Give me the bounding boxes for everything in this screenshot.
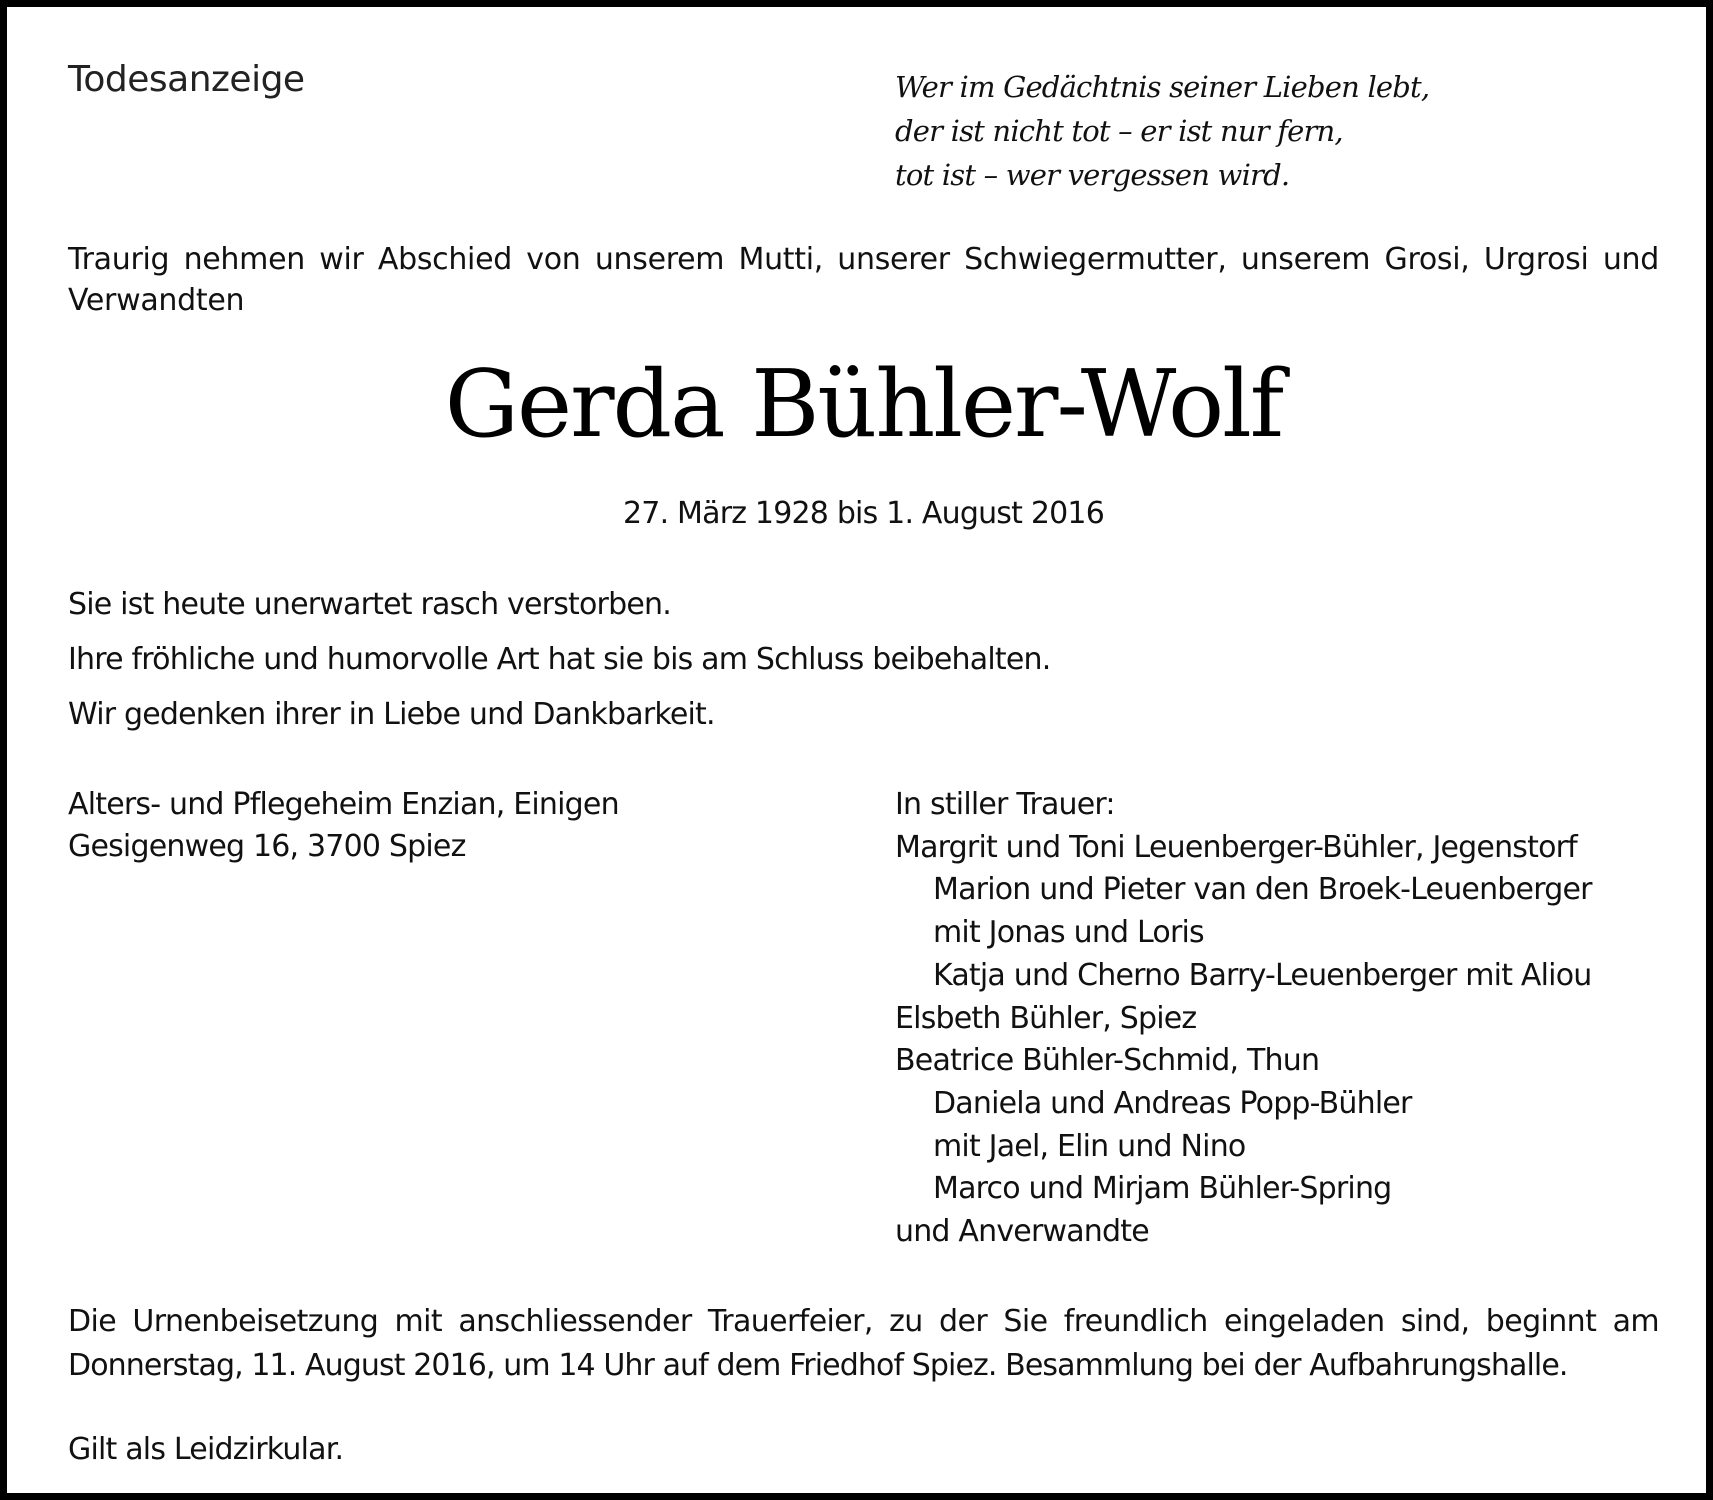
intro-line: Traurig nehmen wir Abschied von unserem Mutti, unserer Schwiegermutter, unserem Grosi, Urgrosi und (68, 242, 1659, 277)
mourner-entry: und Anverwandte (895, 1214, 1149, 1250)
mourner-entry: Elsbeth Bühler, Spiez (895, 1000, 1197, 1036)
body-text-line: Ihre fröhliche und humorvolle Art hat sie bis am Schluss beibehalten. (68, 642, 1051, 677)
mourner-entry: Margrit und Toni Leuenberger-Bühler, Jegenstorf (895, 829, 1577, 865)
mourner-entry: Katja und Cherno Barry-Leuenberger mit Aliou (933, 957, 1592, 993)
home-address (68, 784, 619, 868)
address-line: Gesigenweg 16, 3700 Spiez (68, 829, 466, 864)
mourner-entry: mit Jonas und Loris (933, 915, 1204, 951)
deceased-name: Gerda Bühler-Wolf (444, 350, 1283, 458)
quote-line: tot ist – wer vergessen wird. (895, 158, 1290, 192)
quote-line: Wer im Gedächtnis seiner Lieben lebt, (895, 70, 1430, 104)
funeral-line: Die Urnenbeisetzung mit anschliessender Trauerfeier, zu der Sie freundlich eingeladen sind, beginnt am (68, 1304, 1659, 1339)
life-dates: 27. März 1928 bis 1. August 2016 (623, 496, 1104, 531)
document-type-label: Todesanzeige (68, 59, 305, 100)
mourner-entry: Daniela und Andreas Popp-Bühler (933, 1085, 1412, 1121)
mourner-entry: Marco und Mirjam Bühler-Spring (933, 1171, 1392, 1207)
funeral-notice (68, 1300, 1659, 1388)
farewell-intro (68, 239, 1659, 321)
mourner-entry: mit Jael, Elin und Nino (933, 1128, 1246, 1164)
intro-line: Verwandten (68, 283, 245, 318)
memorial-quote (895, 65, 1429, 197)
circular-note: Gilt als Leidzirkular. (68, 1432, 344, 1467)
body-text-line: Wir gedenken ihrer in Liebe und Dankbarkeit. (68, 697, 715, 732)
mourner-entry: Marion und Pieter van den Broek-Leuenberger (933, 872, 1592, 908)
mourner-entry: Beatrice Bühler-Schmid, Thun (895, 1043, 1320, 1079)
address-line: Alters- und Pflegeheim Enzian, Einigen (68, 787, 619, 822)
funeral-line: Donnerstag, 11. August 2016, um 14 Uhr auf dem Friedhof Spiez. Besammlung bei der Aufbahrungshalle. (68, 1348, 1568, 1383)
mourners-list (895, 784, 1592, 1254)
body-text-line: Sie ist heute unerwartet rasch verstorben. (68, 587, 671, 622)
quote-line: der ist nicht tot – er ist nur fern, (895, 114, 1343, 148)
mourners-heading: In stiller Trauer: (895, 787, 1115, 822)
